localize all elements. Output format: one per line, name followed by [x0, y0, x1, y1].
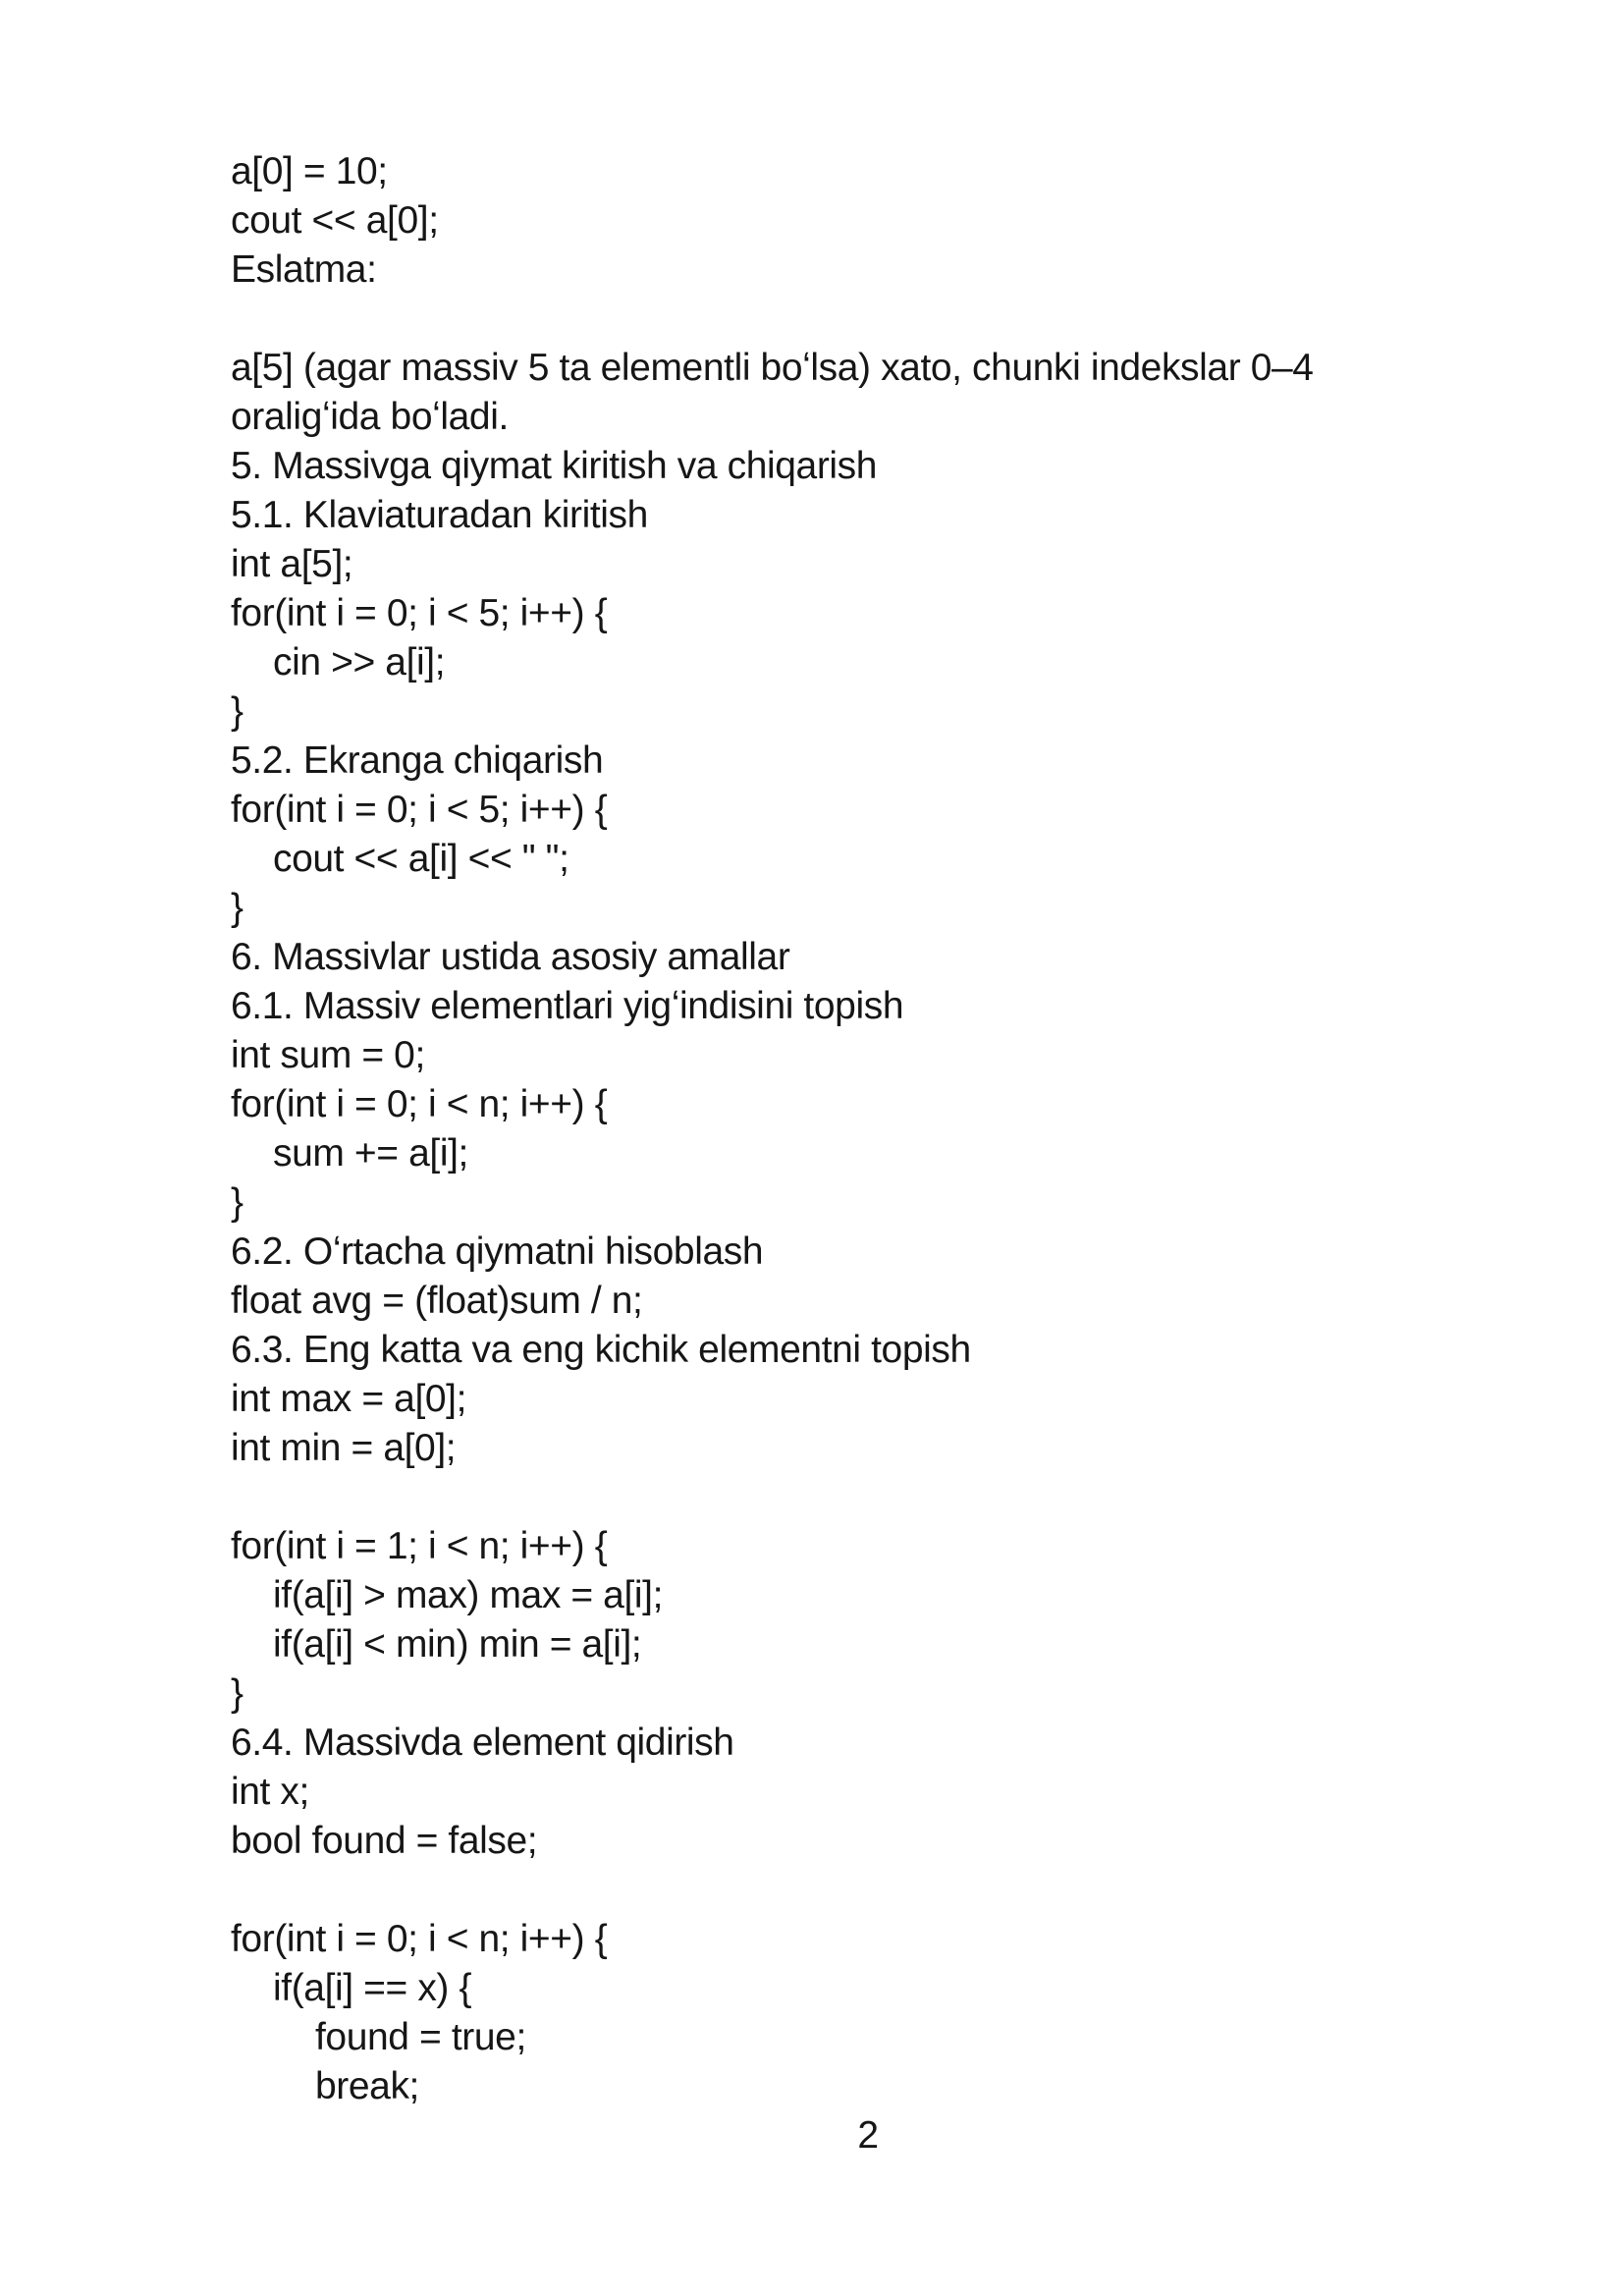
section-heading: 5.2. Ekranga chiqarish [231, 739, 604, 782]
section-heading: 5.1. Klaviaturadan kiritish [231, 494, 648, 536]
code-line: cout << a[i] << " "; [273, 838, 569, 880]
document-line: a[0] = 10; [231, 150, 388, 192]
code-line: int sum = 0; [231, 1034, 425, 1076]
document-line: a[5] (agar massiv 5 ta elementli boʻlsa) xato, chunki indekslar 0–4 [231, 347, 1314, 389]
code-line: found = true; [315, 2016, 526, 2058]
section-heading: 6.2. Oʻrtacha qiymatni hisoblash [231, 1230, 764, 1273]
section-heading: 6. Massivlar ustida asosiy amallar [231, 936, 790, 978]
code-line: } [231, 690, 243, 733]
section-heading: 6.4. Massivda element qidirish [231, 1722, 734, 1764]
code-line: for(int i = 0; i < n; i++) { [231, 1918, 608, 1960]
code-line: bool found = false; [231, 1820, 538, 1862]
code-line: if(a[i] == x) { [273, 1967, 472, 2009]
blank-line [231, 1473, 1505, 1522]
code-line: for(int i = 0; i < 5; i++) { [231, 592, 608, 634]
code-line: cin >> a[i]; [273, 641, 446, 683]
page-number: 2 [857, 2114, 879, 2157]
code-line: for(int i = 1; i < n; i++) { [231, 1525, 608, 1567]
blank-line [231, 1866, 1505, 1915]
code-line: if(a[i] < min) min = a[i]; [273, 1623, 642, 1666]
blank-line [231, 295, 1505, 344]
page-content [231, 147, 1505, 2160]
section-heading: 6.1. Massiv elementlari yigʻindisini topish [231, 985, 904, 1027]
code-line: float avg = (float)sum / n; [231, 1280, 643, 1322]
document-line: oraligʻida boʻladi. [231, 396, 509, 438]
code-line: } [231, 1672, 243, 1715]
code-line: sum += a[i]; [273, 1132, 468, 1175]
code-line: int min = a[0]; [231, 1427, 457, 1469]
code-line: } [231, 887, 243, 929]
code-line: } [231, 1181, 243, 1224]
code-line: int x; [231, 1771, 309, 1813]
code-line: int max = a[0]; [231, 1378, 467, 1420]
document-line: cout << a[0]; [231, 199, 439, 242]
code-line: for(int i = 0; i < n; i++) { [231, 1083, 608, 1125]
code-line: for(int i = 0; i < 5; i++) { [231, 789, 608, 831]
code-line: break; [315, 2065, 419, 2107]
code-line: if(a[i] > max) max = a[i]; [273, 1574, 664, 1616]
section-heading: 6.3. Eng katta va eng kichik elementni topish [231, 1329, 971, 1371]
section-heading: 5. Massivga qiymat kiritish va chiqarish [231, 445, 878, 487]
document-line: Eslatma: [231, 248, 377, 291]
code-line: int a[5]; [231, 543, 353, 585]
